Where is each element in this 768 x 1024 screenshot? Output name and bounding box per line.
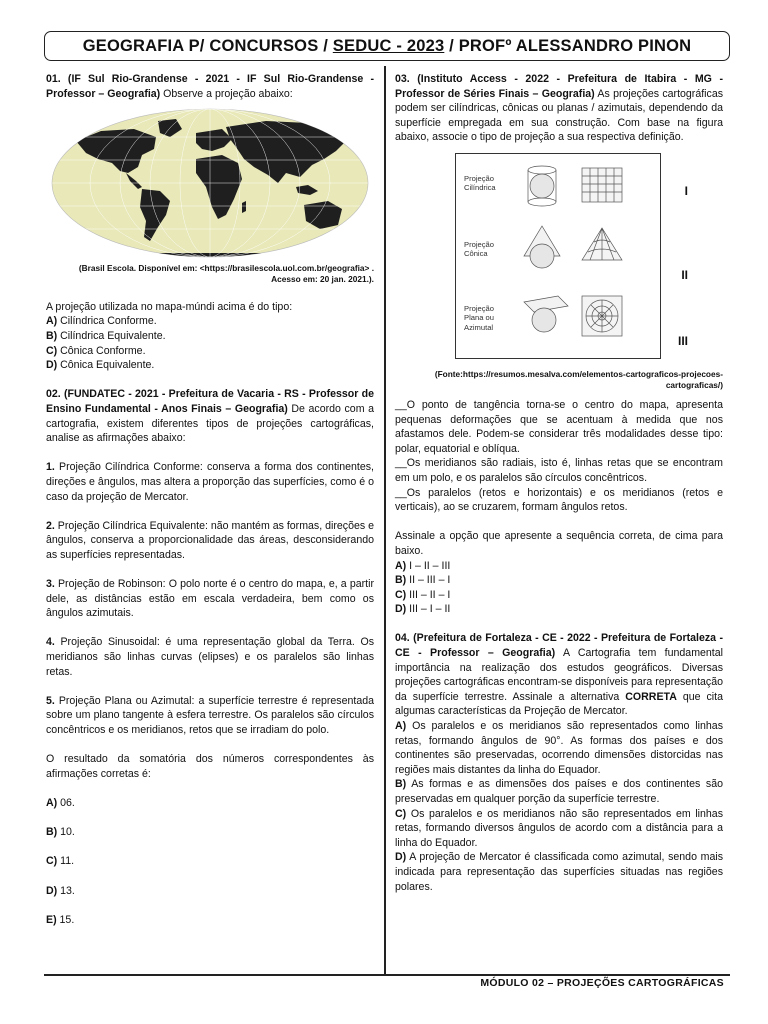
q2-head: 02. (FUNDATEC - 2021 - Prefeitura de Vacaria - RS - Professor de Ensino Fundamental - Anos Finais – Geografia) (46, 388, 374, 415)
q1-prompt: A projeção utilizada no mapa-múndi acima é do tipo: (46, 300, 293, 313)
item-number: 2. (46, 519, 55, 532)
q1-option-b[interactable] (46, 329, 374, 344)
q3-blank-2: __Os meridianos são radiais, isto é, linhas retas que se encontram em um polo, e os paralelos são círculos concêntricos. (395, 457, 723, 484)
option-letter: A) (46, 796, 58, 809)
projection-drawings (458, 156, 658, 356)
option-text: A projeção de Mercator é classificada como azimutal, sendo mais indicada para representação das superfícies situadas nas regiões polares. (395, 851, 723, 893)
item-text: Projeção Plana ou Azimutal: a superfície terrestre é representada sobre um plano tangente à esfera terrestre. Os paralelos são círculos concêntricos e os meridianos, retos que se irradiam do polo. (46, 694, 374, 736)
q2-item-1 (46, 460, 374, 504)
q3-prompt: Assinale a opção que apresente a sequência correta, de cima para baixo. (395, 530, 723, 557)
q4-text-b: que cita algumas características da Projeção de Mercator. (395, 690, 723, 718)
left-column (46, 72, 374, 927)
fig-roman-1: I (684, 183, 688, 198)
header-title-a: GEOGRAFIA P/ CONCURSOS / (82, 36, 328, 55)
fig-label-line: Azimutal (464, 322, 494, 332)
option-letter: B) (46, 826, 58, 839)
fig-label-line: Projeção (464, 303, 494, 313)
option-letter: C) (46, 855, 58, 868)
option-letter: D) (395, 603, 407, 616)
q3-text: As projeções cartográficas podem ser cilíndricas, cônicas ou planas / azimutais, dependendo da superfície empregada em sua construção. Com base na figura abaixo, associe o tipo de projeção a sua respectiva definição. (395, 87, 724, 144)
q2-option-b[interactable] (46, 825, 374, 840)
q1-caption-line1: (Brasil Escola. Disponível em: <https://brasilescola.uol.com.br/geografia> . (78, 263, 374, 274)
item-text: Projeção de Robinson: O polo norte é o centro do mapa, e, a partir dele, as distâncias estão em escala verdadeira, bem como os ângulos azimutais. (46, 578, 374, 620)
fig-label-line: Projeção (464, 239, 494, 249)
footer-rule (44, 974, 730, 976)
option-text: III – I – II (406, 603, 451, 616)
option-letter: C) (395, 807, 407, 820)
option-letter: D) (46, 884, 58, 897)
fig-label-line: Cônica (464, 249, 488, 259)
header-title-b: SEDUC - 2023 (332, 36, 445, 55)
item-number: 5. (46, 694, 55, 707)
option-text: Cilíndrica Equivalente. (57, 329, 166, 342)
q2-option-c[interactable] (46, 854, 374, 869)
fig-roman-3: III (677, 333, 688, 348)
q3-blank-3: __Os paralelos (retos e horizontais) e os meridianos (retos e verticais), ao se cruzarem, formam ângulos retos. (395, 486, 723, 514)
q4-option-d[interactable] (395, 850, 723, 894)
fig-label-line: Cilíndrica (464, 183, 496, 193)
q1-option-c[interactable] (46, 344, 374, 359)
item-number: 1. (46, 461, 55, 474)
item-number: 4. (46, 636, 55, 649)
option-letter: B) (395, 778, 407, 791)
q2-option-d[interactable] (46, 884, 374, 899)
q3-option-b[interactable] (395, 573, 723, 588)
q3-option-d[interactable] (395, 602, 723, 617)
item-text: Projeção Cilíndrica Conforme: conserva a forma dos continentes, direções e ângulos, mas altera a proporção das superfícies, como é o caso da projeção de Mercator. (46, 461, 374, 503)
option-letter: A) (395, 559, 407, 572)
q2-item-3 (46, 577, 374, 621)
option-text: 13. (57, 884, 75, 897)
q4-statement (395, 631, 723, 719)
column-divider (384, 66, 386, 974)
q1-option-a[interactable] (46, 314, 374, 329)
option-letter: C) (46, 344, 58, 357)
option-letter: E) (46, 913, 57, 926)
option-letter: A) (46, 315, 58, 328)
option-text: Os paralelos e os meridianos não são representados em linhas retas, formando diversos ângulos de acordo com a distância para a linha do Equador. (395, 807, 723, 849)
q3-statement (395, 72, 723, 145)
header-title-c: / PROFº ALESSANDRO PINON (449, 36, 692, 55)
page-header (44, 31, 730, 61)
fig-roman-2: II (681, 267, 688, 282)
q2-prompt: O resultado da somatória dos números correspondentes às afirmações corretas é: (46, 753, 374, 780)
q4-head: 04. (Prefeitura de Fortaleza - CE - 2022 - Prefeitura de Fortaleza - CE - Professor – Geografia) (395, 632, 723, 660)
q4-option-a[interactable] (395, 719, 723, 777)
option-text: As formas e as dimensões dos países e dos continentes são preservadas em qualquer porção da superfície terrestre. (395, 778, 723, 805)
q1-option-d[interactable] (46, 358, 374, 373)
q4-text-bold: CORRETA (625, 690, 677, 703)
option-letter: A) (395, 720, 407, 733)
q1-head: 01. (IF Sul Rio-Grandense - 2021 - IF Sul Rio-Grandense - Professor – Geografia) (46, 73, 374, 100)
q2-option-e[interactable] (46, 913, 374, 928)
option-letter: B) (395, 574, 407, 587)
q2-item-2 (46, 519, 374, 563)
item-text: Projeção Cilíndrica Equivalente: não mantém as formas, direções e ângulos, conserva a proporcionalidade das áreas, desconsiderando as superfícies representadas. (46, 519, 374, 561)
option-text: Cilíndrica Conforme. (57, 315, 157, 328)
q2-statement (46, 387, 374, 445)
q3-option-a[interactable] (395, 559, 723, 574)
q3-source-line2: cartograficas/) (665, 379, 723, 390)
q1-caption (46, 263, 374, 285)
q3-blank-1: __O ponto de tangência torna-se o centro do mapa, apresenta pequenas deformações que se acentuam à medida que nos afastamos dele. Podem-se considerar três modalidades desse tipo: polar, equatorial e oblíqua. (395, 398, 723, 455)
q4-option-c[interactable] (395, 807, 723, 851)
right-column (395, 72, 723, 894)
fig-label-line: Plana ou (464, 313, 494, 323)
q3-option-c[interactable] (395, 588, 723, 603)
q2-text: De acordo com a cartografia, existem diferentes tipos de projeções cartográficas, analise as afirmações abaixo: (46, 402, 374, 445)
fig-label-line: Projeção (464, 173, 494, 183)
option-text: 06. (57, 796, 75, 809)
q1-text: Observe a projeção abaixo: (160, 87, 293, 100)
q4-text-a: A Cartografia tem fundamental importância na realização dos estudos geográficos. Diversas projeções cartográficas encontram-se disponíveis para representação da superfície terrestre. Assinale a alternativa (395, 647, 723, 703)
option-text: Os paralelos e os meridianos são representados como linhas retas, formando ângulos de 90°. As formas dos países e dos continentes são preservadas, ocorrendo dimensões distorcidas nas regiões mais distantes da linha do Equador. (395, 720, 723, 776)
option-text: Cônica Equivalente. (57, 359, 155, 372)
q3-source (395, 369, 723, 391)
item-text: Projeção Sinusoidal: é uma representação global da Terra. Os meridianos são linhas curvas (elipses) e os paralelos são linhas retas. (46, 636, 374, 678)
q2-item-4 (46, 635, 374, 679)
option-text: I – II – III (406, 559, 451, 572)
option-text: 15. (56, 913, 75, 926)
q3-head: 03. (Instituto Access - 2022 - Prefeitura de Itabira - MG - Professor de Séries Finais – Geografia) (395, 73, 723, 100)
q2-option-a[interactable] (46, 796, 374, 811)
option-letter: D) (46, 359, 58, 372)
q1-options (46, 314, 374, 372)
option-text: II – III – I (406, 574, 451, 587)
option-letter: D) (395, 851, 407, 864)
footer-module-label: MÓDULO 02 – PROJEÇÕES CARTOGRÁFICAS (480, 977, 724, 989)
option-text: III – II – I (406, 588, 451, 601)
q2-item-5 (46, 694, 374, 738)
option-letter: B) (46, 329, 58, 342)
q1-statement (46, 72, 374, 101)
q3-source-line1: (Fonte:https://resumos.mesalva.com/elementos-cartograficos-projecoes- (434, 368, 723, 379)
q1-caption-line2: Acesso em: 20 jan. 2021.). (271, 274, 374, 285)
option-letter: C) (395, 588, 407, 601)
option-text: 10. (57, 826, 75, 839)
item-number: 3. (46, 578, 55, 591)
option-text: 11. (57, 855, 75, 868)
world-map-image (46, 107, 374, 259)
option-text: Cônica Conforme. (57, 344, 146, 357)
projection-figure (455, 153, 688, 359)
q4-option-b[interactable] (395, 777, 723, 806)
